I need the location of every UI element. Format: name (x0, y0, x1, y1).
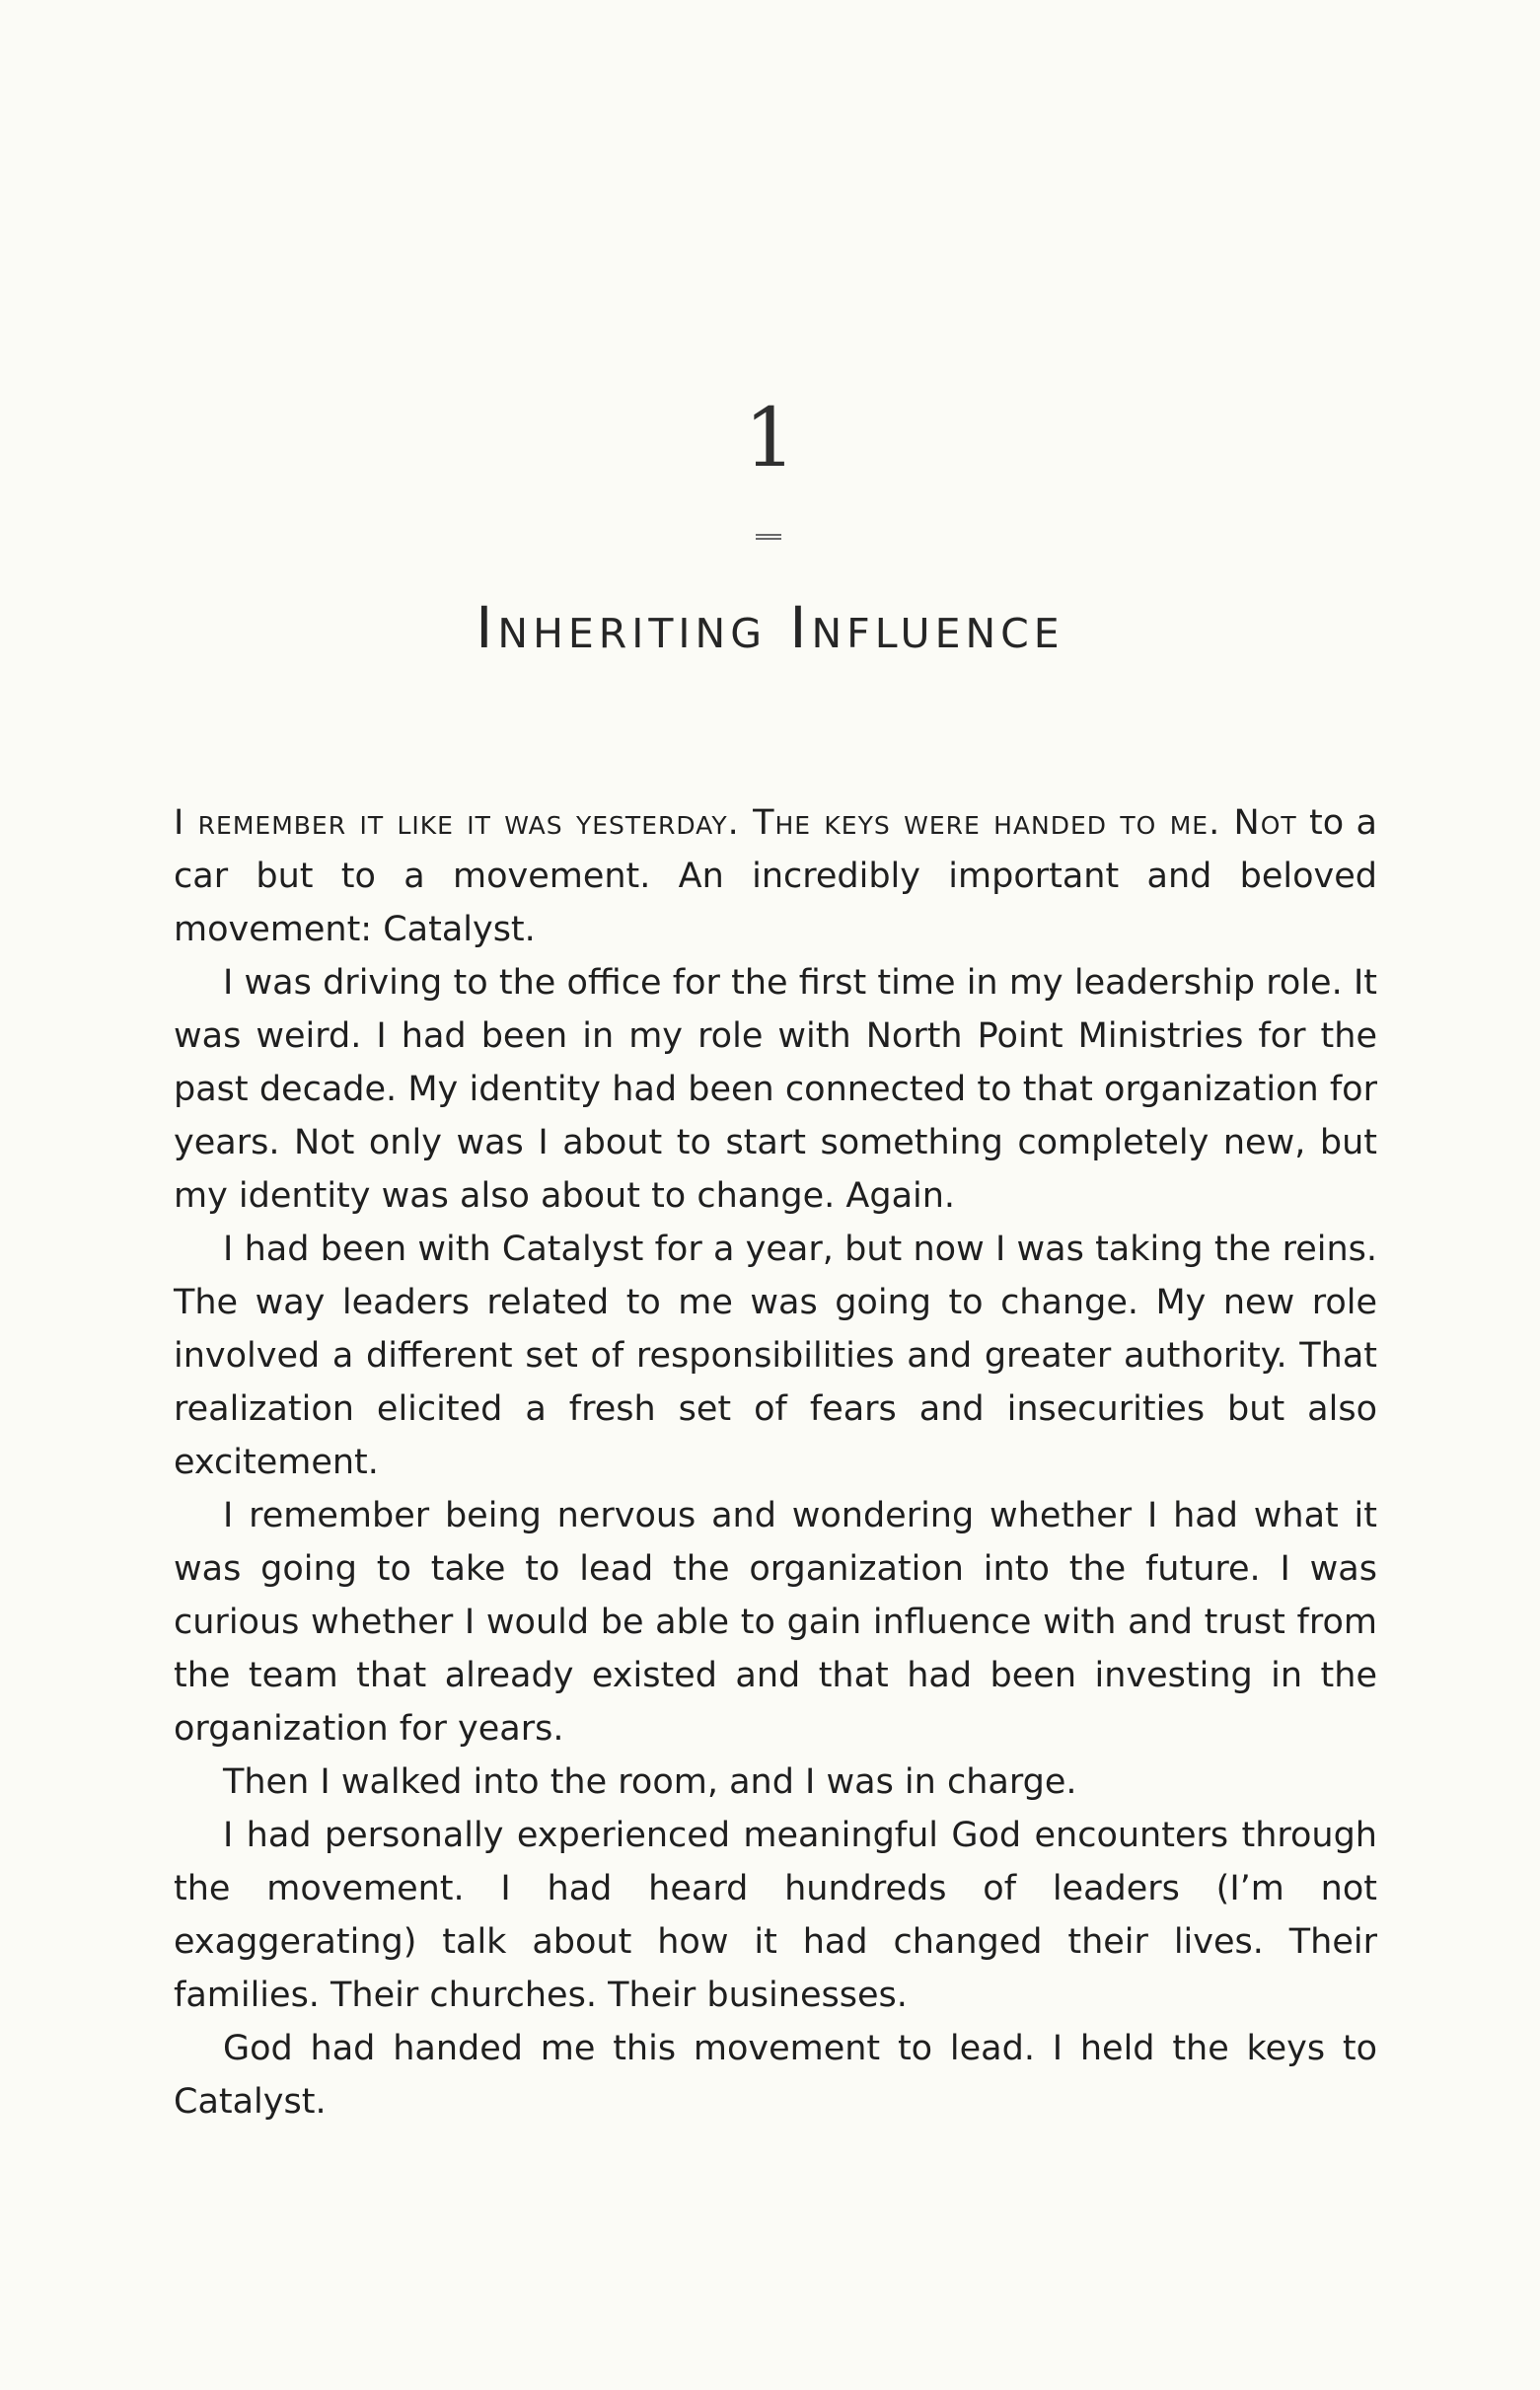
paragraph-5: Then I walked into the room, and I was in charge. (223, 1762, 1077, 1802)
paragraph-1 (174, 796, 1377, 956)
paragraph-6: I had personally experienced meaningful God encounters through the movement. I had heard hundreds of leaders (I’m not exaggerating) talk about how it had changed their lives. Their families. Their churches. Their businesses. (174, 1816, 1377, 2015)
lead-in-small-caps: I remember it like it was yesterday. The keys were handed to me. Not (174, 803, 1297, 843)
paragraph-3: I had been with Catalyst for a year, but now I was taking the reins. The way leaders related to me was going to change. My new role involved a different set of responsibilities and greater authority. That realization elicited a fresh set of fears and insecurities but also excitement. (174, 1230, 1377, 1482)
chapter-number: 1 (744, 392, 796, 485)
chapter-body (174, 796, 1377, 2129)
chapter-ornament-rule (756, 534, 781, 540)
paragraph-7: God had handed me this movement to lead. I held the keys to Catalyst. (174, 2029, 1377, 2122)
paragraph-1-rest: to a car but to a movement. An incredibly important and beloved movement: Catalyst. (174, 803, 1377, 949)
paragraph-2: I was driving to the office for the first time in my leadership role. It was weird. I had been in my role with North Point Ministries for the past decade. My identity had been connected to that organization for years. Not only was I about to start something completely new, but my identity was also about to change. Again. (174, 963, 1377, 1216)
paragraph-4: I remember being nervous and wondering whether I had what it was going to take to lead the organization into the future. I was curious whether I would be able to gain influence with and trust from the team that already existed and that had been investing in the organization for years. (174, 1496, 1377, 1749)
chapter-title: Inheriting Influence (476, 594, 1064, 661)
